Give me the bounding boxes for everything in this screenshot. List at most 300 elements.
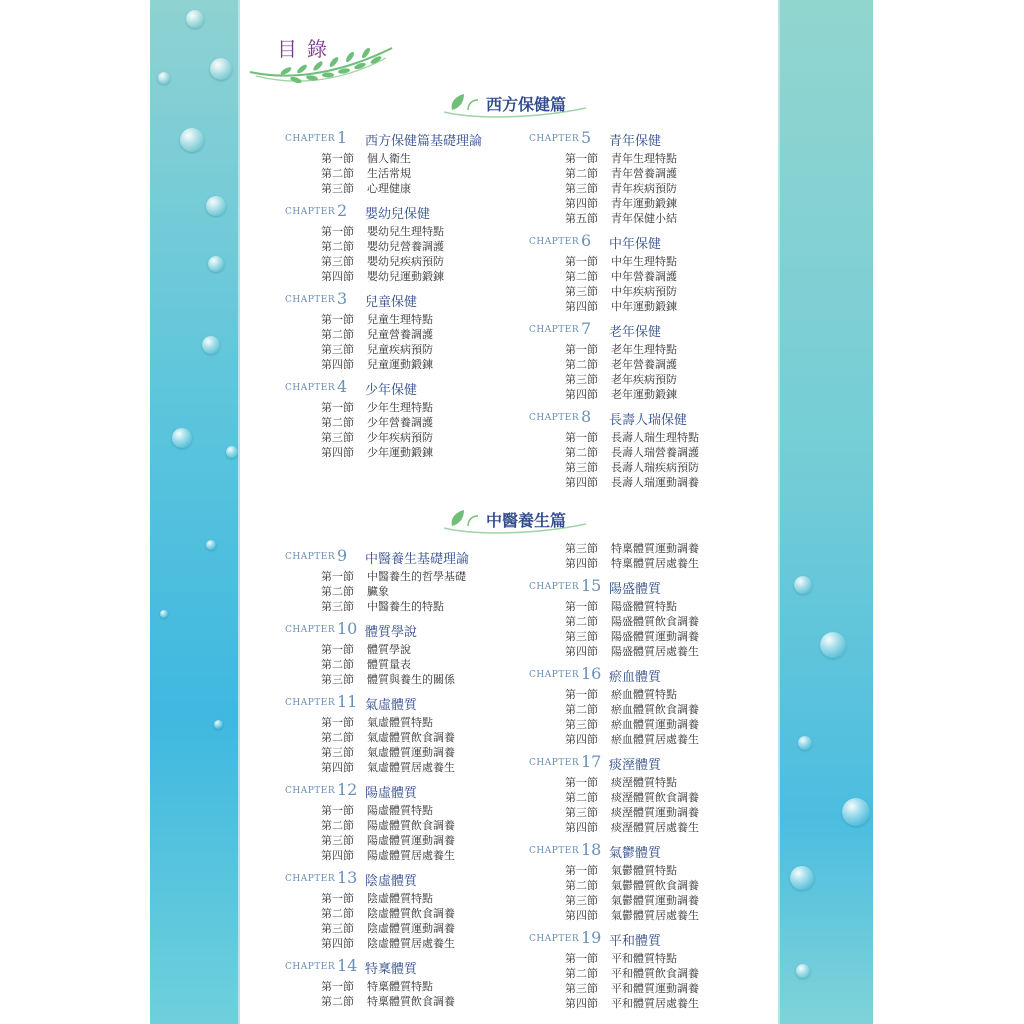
section-name: 痰溼體質居處養生 xyxy=(611,821,699,834)
section-entry[interactable] xyxy=(529,180,759,195)
chapter-heading[interactable] xyxy=(529,231,759,253)
section-name: 中醫養生的特點 xyxy=(367,600,444,613)
section-entry[interactable] xyxy=(285,890,515,905)
section-number: 第三節 xyxy=(321,834,354,847)
section-number: 第一節 xyxy=(565,600,598,613)
section-entry[interactable] xyxy=(529,540,759,555)
section-number: 第二節 xyxy=(321,731,354,744)
section-number: 第四節 xyxy=(321,937,354,950)
section-entry[interactable] xyxy=(529,892,759,907)
chapter-number: 14 xyxy=(337,956,358,975)
section-number: 第四節 xyxy=(321,270,354,283)
section-entry[interactable] xyxy=(285,356,515,371)
section-number: 第一節 xyxy=(565,343,598,356)
section-entry[interactable] xyxy=(529,789,759,804)
chapter-title: 瘀血體質 xyxy=(609,670,662,685)
chapter-label: CHAPTER xyxy=(529,582,580,592)
section-number: 第四節 xyxy=(565,821,598,834)
water-drop xyxy=(180,128,204,152)
section-entry[interactable] xyxy=(285,165,515,180)
water-drop xyxy=(226,446,238,458)
section-number: 第二節 xyxy=(321,995,354,1008)
section-entry[interactable] xyxy=(529,474,759,489)
section-number: 第一節 xyxy=(565,776,598,789)
water-drop xyxy=(798,736,812,750)
chapter-heading[interactable] xyxy=(529,752,759,774)
section-entry[interactable] xyxy=(285,311,515,326)
section-entry[interactable] xyxy=(529,150,759,165)
toc-column xyxy=(285,540,515,1008)
chapter-heading[interactable] xyxy=(285,377,515,399)
water-drop xyxy=(160,610,168,618)
section-number: 第三節 xyxy=(321,182,354,195)
section-number: 第三節 xyxy=(321,431,354,444)
water-drop xyxy=(210,58,232,80)
chapter-label: CHAPTER xyxy=(285,295,336,305)
chapter-label: CHAPTER xyxy=(285,698,336,708)
section-name: 氣鬱體質特點 xyxy=(611,864,677,877)
chapter-heading[interactable] xyxy=(529,576,759,598)
section-number: 第三節 xyxy=(321,255,354,268)
right-water-panel xyxy=(780,0,873,1024)
left-water-panel xyxy=(150,0,238,1024)
section-number: 第二節 xyxy=(321,416,354,429)
section-entry[interactable] xyxy=(285,583,515,598)
water-drop xyxy=(206,540,216,550)
chapter-label: CHAPTER xyxy=(529,934,580,944)
section-number: 第二節 xyxy=(321,658,354,671)
section-entry[interactable] xyxy=(529,555,759,570)
section-number: 第一節 xyxy=(565,864,598,877)
chapter-number: 17 xyxy=(581,752,602,771)
section-name: 青年營養調護 xyxy=(611,167,677,180)
chapter-title: 嬰幼兒保健 xyxy=(365,207,431,222)
water-drop xyxy=(202,336,220,354)
section-entry[interactable] xyxy=(285,905,515,920)
section-name: 中年疾病預防 xyxy=(611,285,677,298)
water-drop xyxy=(206,196,226,216)
chapter-label: CHAPTER xyxy=(529,413,580,423)
section-entry[interactable] xyxy=(529,598,759,613)
section-name: 嬰幼兒營養調護 xyxy=(367,240,444,253)
section-number: 第四節 xyxy=(565,645,598,658)
section-name: 氣虛體質居處養生 xyxy=(367,761,455,774)
section-entry[interactable] xyxy=(529,774,759,789)
section-entry[interactable] xyxy=(529,643,759,658)
section-entry[interactable] xyxy=(529,268,759,283)
chapter-title: 陽虛體質 xyxy=(365,786,418,801)
chapter-label: CHAPTER xyxy=(285,962,336,972)
section-name: 氣鬱體質運動調養 xyxy=(611,894,699,907)
section-number: 第三節 xyxy=(321,746,354,759)
chapter-heading[interactable] xyxy=(529,128,759,150)
leaf-vine-ornament xyxy=(246,42,396,90)
chapter-label: CHAPTER xyxy=(529,134,580,144)
section-entry[interactable] xyxy=(529,716,759,731)
section-number: 第二節 xyxy=(321,585,354,598)
section-name: 中醫養生的哲學基礎 xyxy=(367,570,466,583)
water-drop xyxy=(186,10,204,28)
chapter-heading[interactable] xyxy=(529,407,759,429)
section-entry[interactable] xyxy=(285,671,515,686)
section-name: 特稟體質居處養生 xyxy=(611,557,699,570)
right-edge-line xyxy=(778,0,780,1024)
section-number: 第五節 xyxy=(565,212,598,225)
chapter-heading[interactable] xyxy=(529,319,759,341)
section-name: 陽盛體質飲食調養 xyxy=(611,615,699,628)
section-entry[interactable] xyxy=(285,414,515,429)
chapter-heading[interactable] xyxy=(285,201,515,223)
chapter-heading[interactable] xyxy=(285,289,515,311)
section-number: 第二節 xyxy=(321,819,354,832)
chapter-label: CHAPTER xyxy=(285,207,336,217)
section-entry[interactable] xyxy=(285,568,515,583)
section-name: 青年疾病預防 xyxy=(611,182,677,195)
section-name: 中年生理特點 xyxy=(611,255,677,268)
section-number: 第四節 xyxy=(565,997,598,1010)
section-number: 第二節 xyxy=(565,167,598,180)
section-entry[interactable] xyxy=(285,399,515,414)
section-number: 第三節 xyxy=(321,673,354,686)
section-number: 第二節 xyxy=(565,358,598,371)
chapter-title: 陰虛體質 xyxy=(365,874,418,889)
chapter-label: CHAPTER xyxy=(529,237,580,247)
section-entry[interactable] xyxy=(529,701,759,716)
section-entry[interactable] xyxy=(529,459,759,474)
section-number: 第四節 xyxy=(565,909,598,922)
section-name: 氣鬱體質飲食調養 xyxy=(611,879,699,892)
section-name: 青年保健小結 xyxy=(611,212,677,225)
chapter-label: CHAPTER xyxy=(285,874,336,884)
chapter-heading[interactable] xyxy=(285,780,515,802)
chapter-label: CHAPTER xyxy=(285,134,336,144)
section-number: 第二節 xyxy=(321,328,354,341)
section-number: 第一節 xyxy=(321,313,354,326)
section-entry[interactable] xyxy=(529,804,759,819)
section-name: 長壽人瑞運動調養 xyxy=(611,476,699,489)
section-number: 第三節 xyxy=(565,894,598,907)
section-entry[interactable] xyxy=(529,195,759,210)
section-name: 陽盛體質特點 xyxy=(611,600,677,613)
chapter-heading[interactable] xyxy=(529,840,759,862)
section-entry[interactable] xyxy=(285,429,515,444)
water-drop xyxy=(794,576,812,594)
chapter-heading[interactable] xyxy=(285,546,515,568)
section-number: 第三節 xyxy=(565,373,598,386)
chapter-heading[interactable] xyxy=(285,868,515,890)
section-name: 陰虛體質運動調養 xyxy=(367,922,455,935)
section-name: 青年生理特點 xyxy=(611,152,677,165)
section-name: 個人衛生 xyxy=(367,152,411,165)
section-number: 第一節 xyxy=(565,952,598,965)
section-number: 第一節 xyxy=(321,225,354,238)
section-entry[interactable] xyxy=(285,993,515,1008)
section-name: 生活常規 xyxy=(367,167,411,180)
chapter-number: 9 xyxy=(337,546,348,565)
section-name: 氣虛體質運動調養 xyxy=(367,746,455,759)
section-name: 少年營養調護 xyxy=(367,416,433,429)
section-entry[interactable] xyxy=(529,819,759,834)
section-number: 第四節 xyxy=(565,388,598,401)
section-number: 第二節 xyxy=(565,879,598,892)
toc-column xyxy=(285,122,515,459)
section-entry[interactable] xyxy=(285,920,515,935)
chapter-title: 青年保健 xyxy=(609,134,662,149)
section-name: 老年運動鍛鍊 xyxy=(611,388,677,401)
section-name: 少年生理特點 xyxy=(367,401,433,414)
section-title: 中醫養生篇 xyxy=(486,511,567,530)
chapter-number: 13 xyxy=(337,868,358,887)
section-entry[interactable] xyxy=(529,253,759,268)
section-entry[interactable] xyxy=(285,180,515,195)
chapter-number: 4 xyxy=(337,377,348,396)
section-number: 第四節 xyxy=(565,733,598,746)
section-name: 陰虛體質特點 xyxy=(367,892,433,905)
section-number: 第二節 xyxy=(565,270,598,283)
section-name: 體質與養生的關係 xyxy=(367,673,455,686)
section-name: 心理健康 xyxy=(367,182,411,195)
section-number: 第二節 xyxy=(565,703,598,716)
section-number: 第三節 xyxy=(565,982,598,995)
section-entry[interactable] xyxy=(285,935,515,950)
section-name: 臟象 xyxy=(367,585,389,598)
section-number: 第二節 xyxy=(565,967,598,980)
chapter-number: 8 xyxy=(581,407,592,426)
section-entry[interactable] xyxy=(285,223,515,238)
chapter-number: 3 xyxy=(337,289,348,308)
section-entry[interactable] xyxy=(529,298,759,313)
section-entry[interactable] xyxy=(529,429,759,444)
chapter-number: 11 xyxy=(337,692,358,711)
section-number: 第四節 xyxy=(565,476,598,489)
section-name: 中年運動鍛鍊 xyxy=(611,300,677,313)
section-number: 第二節 xyxy=(321,907,354,920)
section-entry[interactable] xyxy=(285,341,515,356)
chapter-heading[interactable] xyxy=(285,692,515,714)
section-number: 第二節 xyxy=(565,791,598,804)
section-entry[interactable] xyxy=(529,165,759,180)
section-number: 第一節 xyxy=(321,892,354,905)
section-name: 特稟體質飲食調養 xyxy=(367,995,455,1008)
chapter-number: 10 xyxy=(337,619,358,638)
chapter-number: 16 xyxy=(581,664,602,683)
section-name: 平和體質飲食調養 xyxy=(611,967,699,980)
section-number: 第二節 xyxy=(321,167,354,180)
section-number: 第三節 xyxy=(565,630,598,643)
section-entry[interactable] xyxy=(529,283,759,298)
section-entry[interactable] xyxy=(529,356,759,371)
chapter-label: CHAPTER xyxy=(285,383,336,393)
chapter-number: 18 xyxy=(581,840,602,859)
section-entry[interactable] xyxy=(285,744,515,759)
section-entry[interactable] xyxy=(529,444,759,459)
section-number: 第三節 xyxy=(565,285,598,298)
section-name: 陰虛體質飲食調養 xyxy=(367,907,455,920)
section-name: 痰溼體質飲食調養 xyxy=(611,791,699,804)
section-entry[interactable] xyxy=(529,862,759,877)
section-number: 第一節 xyxy=(565,152,598,165)
section-name: 老年疾病預防 xyxy=(611,373,677,386)
section-number: 第四節 xyxy=(565,557,598,570)
section-entry[interactable] xyxy=(529,628,759,643)
section-name: 平和體質特點 xyxy=(611,952,677,965)
chapter-title: 中醫養生基礎理論 xyxy=(365,552,470,567)
section-name: 嬰幼兒疾病預防 xyxy=(367,255,444,268)
section-entry[interactable] xyxy=(285,150,515,165)
water-drop xyxy=(158,72,170,84)
section-entry[interactable] xyxy=(285,656,515,671)
section-name: 瘀血體質居處養生 xyxy=(611,733,699,746)
section-entry[interactable] xyxy=(529,386,759,401)
section-name: 長壽人瑞生理特點 xyxy=(611,431,699,444)
section-entry[interactable] xyxy=(529,995,759,1010)
section-number: 第一節 xyxy=(321,716,354,729)
section-entry[interactable] xyxy=(529,980,759,995)
section-entry[interactable] xyxy=(285,238,515,253)
section-name: 長壽人瑞營養調護 xyxy=(611,446,699,459)
chapter-label: CHAPTER xyxy=(285,552,336,562)
chapter-title: 痰溼體質 xyxy=(609,758,662,773)
section-number: 第三節 xyxy=(565,718,598,731)
water-drop xyxy=(796,964,810,978)
chapter-title: 氣虛體質 xyxy=(365,698,418,713)
section-entry[interactable] xyxy=(529,950,759,965)
section-name: 少年運動鍛鍊 xyxy=(367,446,433,459)
section-number: 第三節 xyxy=(321,600,354,613)
section-entry[interactable] xyxy=(285,729,515,744)
chapter-title: 少年保健 xyxy=(365,383,418,398)
chapter-number: 12 xyxy=(337,780,358,799)
section-name: 中年營養調護 xyxy=(611,270,677,283)
section-number: 第一節 xyxy=(321,152,354,165)
chapter-label: CHAPTER xyxy=(285,625,336,635)
section-name: 體質量表 xyxy=(367,658,411,671)
chapter-number: 1 xyxy=(337,128,348,147)
section-entry[interactable] xyxy=(285,832,515,847)
chapter-title: 體質學說 xyxy=(365,625,418,640)
section-number: 第一節 xyxy=(321,570,354,583)
section-entry[interactable] xyxy=(529,965,759,980)
section-name: 體質學說 xyxy=(367,643,411,656)
chapter-label: CHAPTER xyxy=(529,670,580,680)
section-name: 平和體質居處養生 xyxy=(611,997,699,1010)
section-name: 陽虛體質特點 xyxy=(367,804,433,817)
section-entry[interactable] xyxy=(285,714,515,729)
section-entry[interactable] xyxy=(285,598,515,613)
water-drop xyxy=(790,866,814,890)
section-name: 嬰幼兒運動鍛鍊 xyxy=(367,270,444,283)
section-number: 第四節 xyxy=(321,849,354,862)
section-name: 氣虛體質特點 xyxy=(367,716,433,729)
section-name: 瘀血體質運動調養 xyxy=(611,718,699,731)
chapter-heading[interactable] xyxy=(285,128,515,150)
section-name: 兒童疾病預防 xyxy=(367,343,433,356)
section-name: 瘀血體質特點 xyxy=(611,688,677,701)
chapter-label: CHAPTER xyxy=(529,846,580,856)
section-name: 長壽人瑞疾病預防 xyxy=(611,461,699,474)
section-number: 第一節 xyxy=(321,643,354,656)
section-number: 第二節 xyxy=(321,240,354,253)
section-entry[interactable] xyxy=(529,907,759,922)
chapter-heading[interactable] xyxy=(529,928,759,950)
section-entry[interactable] xyxy=(529,341,759,356)
chapter-heading[interactable] xyxy=(529,664,759,686)
water-drop xyxy=(172,428,192,448)
section-entry[interactable] xyxy=(529,731,759,746)
section-entry[interactable] xyxy=(285,444,515,459)
section-number: 第一節 xyxy=(565,255,598,268)
chapter-label: CHAPTER xyxy=(529,325,580,335)
section-name: 特稟體質特點 xyxy=(367,980,433,993)
section-name: 兒童營養調護 xyxy=(367,328,433,341)
section-number: 第四節 xyxy=(565,197,598,210)
section-number: 第二節 xyxy=(565,446,598,459)
section-name: 嬰幼兒生理特點 xyxy=(367,225,444,238)
chapter-title: 老年保健 xyxy=(609,325,662,340)
section-number: 第四節 xyxy=(321,446,354,459)
section-entry[interactable] xyxy=(285,253,515,268)
section-entry[interactable] xyxy=(285,978,515,993)
chapter-heading[interactable] xyxy=(285,956,515,978)
section-name: 平和體質運動調養 xyxy=(611,982,699,995)
chapter-title: 長壽人瑞保健 xyxy=(609,413,688,428)
section-name: 瘀血體質飲食調養 xyxy=(611,703,699,716)
chapter-number: 2 xyxy=(337,201,348,220)
section-entry[interactable] xyxy=(285,802,515,817)
section-entry[interactable] xyxy=(285,817,515,832)
section-entry[interactable] xyxy=(529,877,759,892)
water-drop xyxy=(208,256,224,272)
section-entry[interactable] xyxy=(285,641,515,656)
section-number: 第一節 xyxy=(565,431,598,444)
section-number: 第三節 xyxy=(565,806,598,819)
section-entry[interactable] xyxy=(529,210,759,225)
section-entry[interactable] xyxy=(285,847,515,862)
section-entry[interactable] xyxy=(285,326,515,341)
section-name: 氣虛體質飲食調養 xyxy=(367,731,455,744)
section-name: 陽虛體質飲食調養 xyxy=(367,819,455,832)
chapter-label: CHAPTER xyxy=(285,786,336,796)
section-entry[interactable] xyxy=(529,686,759,701)
section-entry[interactable] xyxy=(529,613,759,628)
section-name: 兒童生理特點 xyxy=(367,313,433,326)
chapter-title: 西方保健篇基礎理論 xyxy=(365,134,483,149)
chapter-title: 中年保健 xyxy=(609,237,662,252)
section-name: 痰溼體質特點 xyxy=(611,776,677,789)
water-drop xyxy=(842,798,870,826)
section-number: 第三節 xyxy=(565,461,598,474)
section-number: 第四節 xyxy=(565,300,598,313)
chapter-label: CHAPTER xyxy=(529,758,580,768)
section-name: 老年營養調護 xyxy=(611,358,677,371)
chapter-heading[interactable] xyxy=(285,619,515,641)
section-entry[interactable] xyxy=(285,759,515,774)
section-name: 痰溼體質運動調養 xyxy=(611,806,699,819)
chapter-title: 氣鬱體質 xyxy=(609,846,662,861)
chapter-title: 兒童保健 xyxy=(365,295,418,310)
toc-column xyxy=(529,540,759,1010)
chapter-title: 特稟體質 xyxy=(365,962,418,977)
section-number: 第四節 xyxy=(321,761,354,774)
water-drop xyxy=(214,720,223,729)
section-title: 西方保健篇 xyxy=(486,95,567,114)
section-number: 第一節 xyxy=(565,688,598,701)
section-name: 陽盛體質居處養生 xyxy=(611,645,699,658)
section-name: 陽盛體質運動調養 xyxy=(611,630,699,643)
section-entry[interactable] xyxy=(529,371,759,386)
chapter-number: 6 xyxy=(581,231,592,250)
section-entry[interactable] xyxy=(285,268,515,283)
